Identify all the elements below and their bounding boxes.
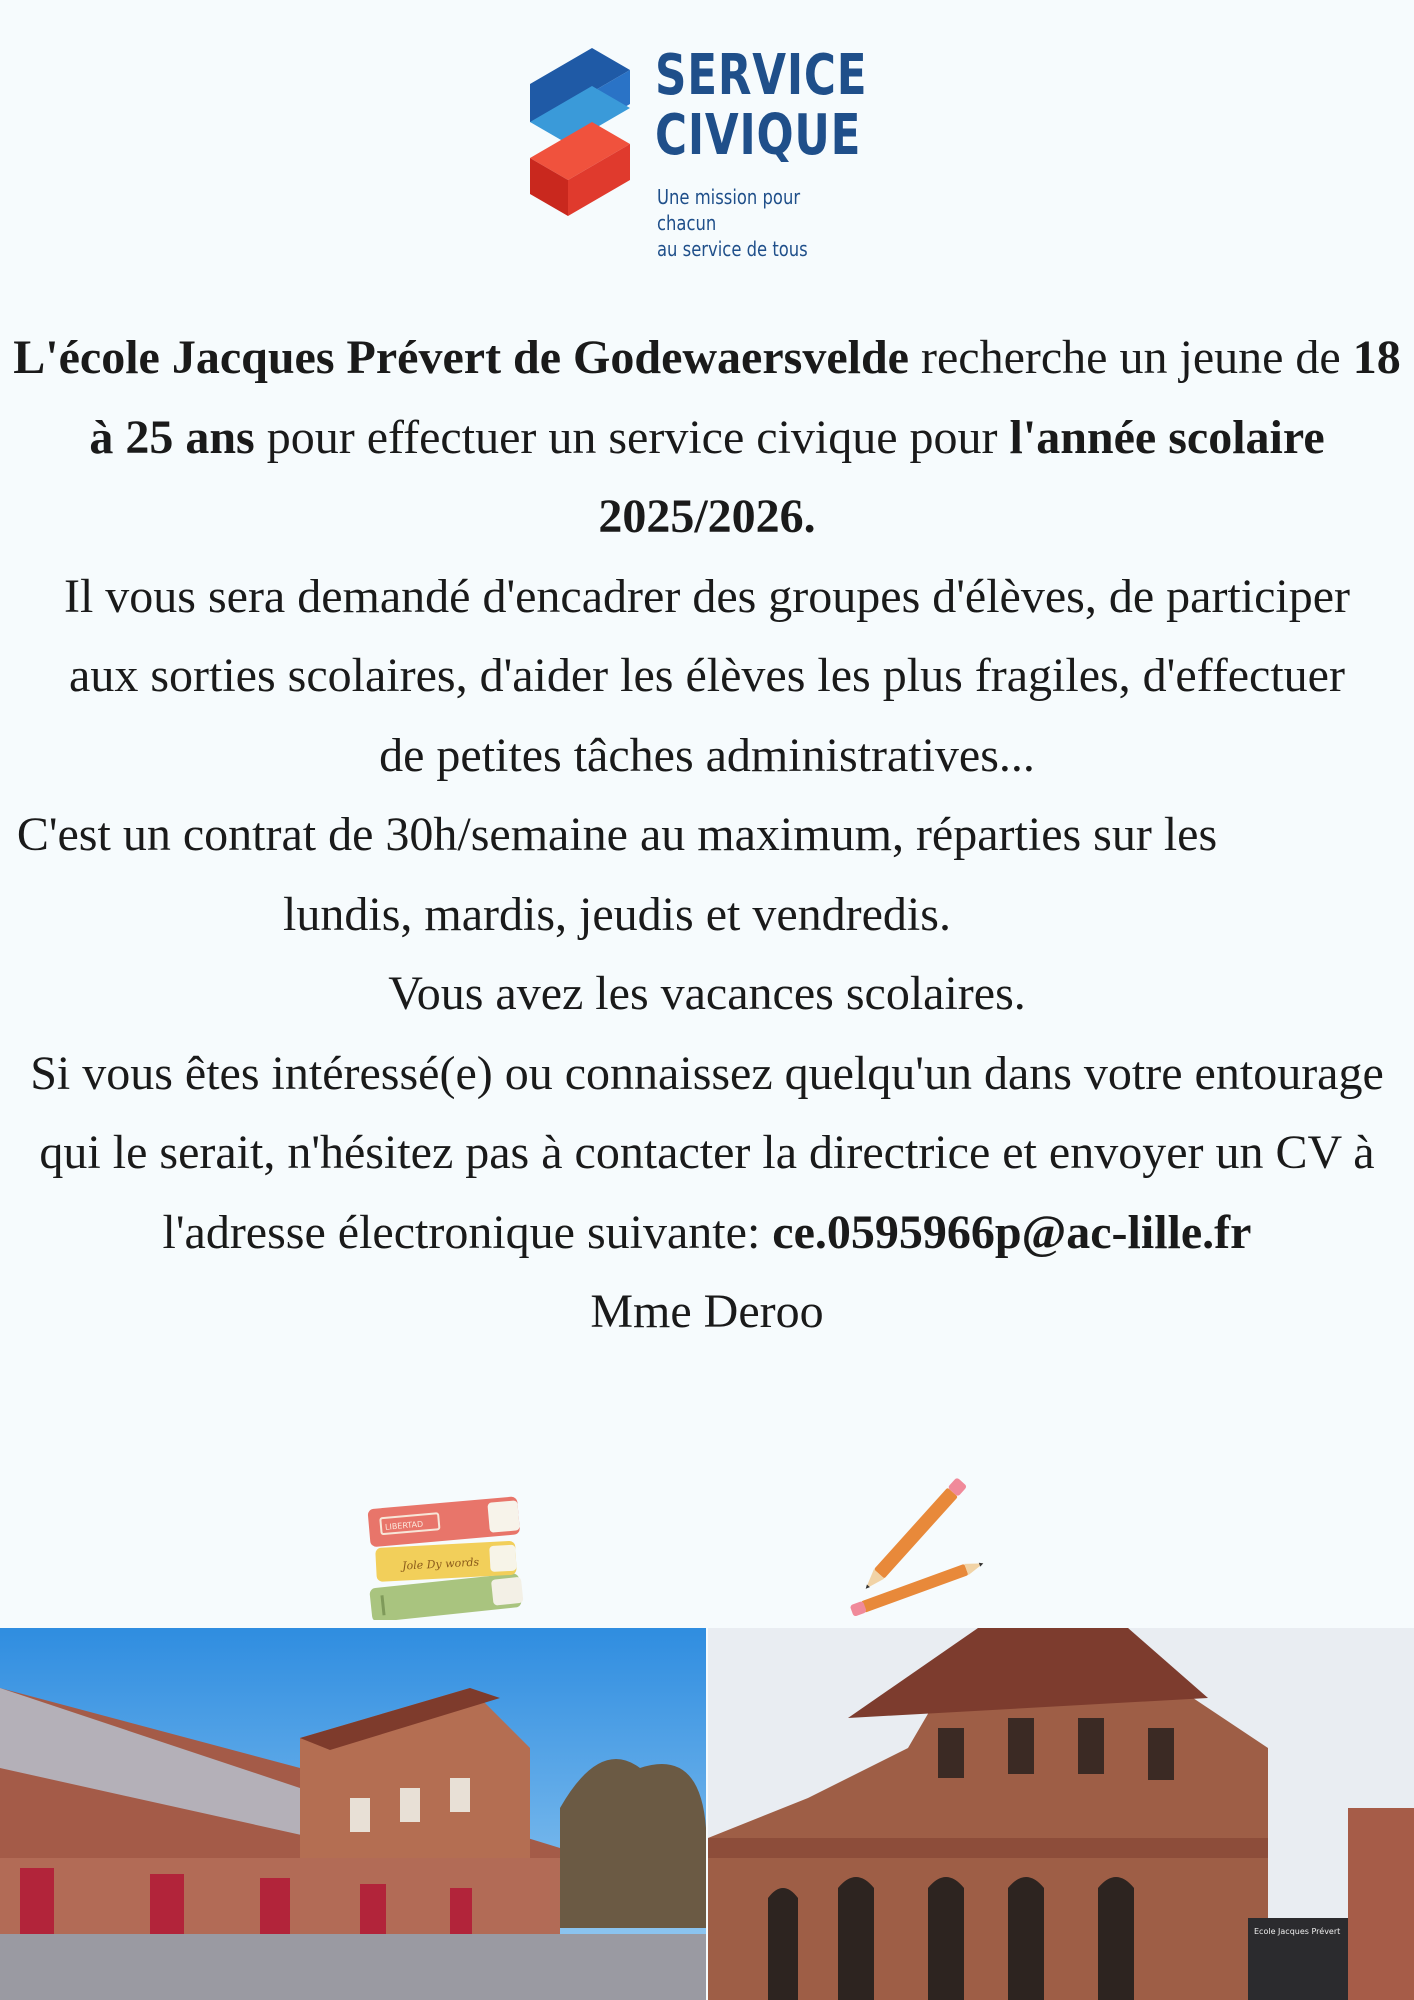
signature: Mme Deroo: [590, 1285, 824, 1338]
logo-title: [655, 43, 868, 168]
building-sign: Ecole Jacques Prévert: [1254, 1927, 1341, 1936]
service-civique-logo-mark-icon: [520, 44, 640, 240]
announcement-intro: [10, 318, 1404, 557]
age-range: 18 à 25 ans: [89, 331, 1401, 464]
announcement-text: [10, 318, 1404, 1352]
school-year: l'année scolaire 2025/2026.: [598, 410, 1325, 543]
contact-email: ce.0595966p@ac-lille.fr: [772, 1205, 1252, 1259]
logo-tagline: [657, 184, 840, 262]
school-building-photo: [708, 1628, 1414, 2000]
service-civique-logo: [520, 43, 880, 261]
duties-paragraph: Il vous sera demandé d'encadrer des groupes d'élèves, de participer aux sorties scolaires, d'aider les élèves les plus fragiles, d'effectuer de petites tâches administratives...: [63, 569, 1351, 782]
intro-text-a: recherche un jeune de: [908, 331, 1353, 384]
holidays-paragraph: Vous avez les vacances scolaires.: [388, 967, 1026, 1020]
book-middle-title: Jole Dy words: [401, 1555, 480, 1573]
books-stack-icon: [362, 1472, 542, 1620]
school-name: L'école Jacques Prévert de Godewaersvelde: [13, 331, 909, 384]
pencils-icon: [830, 1470, 990, 1620]
intro-text-b: pour effectuer un service civique pour: [254, 410, 1010, 464]
logo-tagline-line2: au service de tous: [657, 237, 808, 261]
contact-paragraph: [10, 1034, 1404, 1273]
contract-paragraph: C'est un contrat de 30h/semaine au maximum, réparties sur les lundis, mardis, jeudis et vendredis.: [16, 808, 1218, 941]
logo-title-line1: SERVICE: [655, 43, 868, 108]
logo-tagline-line1: Une mission pour chacun: [657, 185, 801, 235]
school-courtyard-photo: [0, 1628, 706, 2000]
logo-title-line2: CIVIQUE: [655, 103, 862, 168]
contact-text: Si vous êtes intéressé(e) ou connaissez quelqu'un dans votre entourage qui le serait, n'hésitez pas à contacter la directrice et envoyer un CV à l'adresse électronique suivante:: [30, 1046, 1384, 1259]
book-top-title: LIBERTAD: [384, 1519, 424, 1532]
